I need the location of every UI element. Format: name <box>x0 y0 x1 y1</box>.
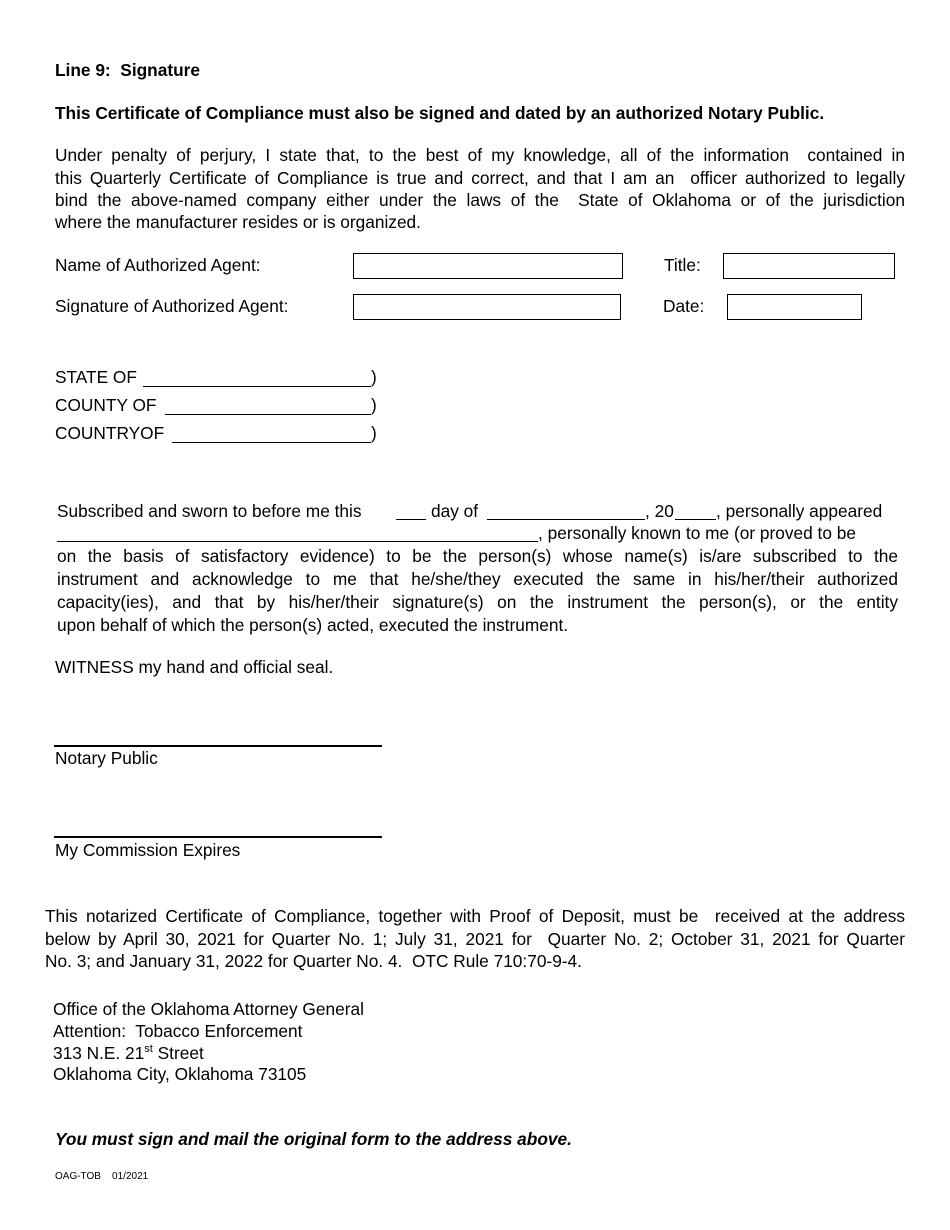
county-blank-line <box>165 414 371 415</box>
street-ordinal: st <box>144 1043 153 1056</box>
day-blank-line <box>396 519 426 520</box>
address-attention: Attention: Tobacco Enforcement <box>53 1021 303 1041</box>
date-label: Date: <box>663 296 705 316</box>
perjury-line: this Quarterly Certificate of Compliance is true and correct, and that I am an officer authorized to legally <box>55 168 905 188</box>
deadline-line: No. 3; and January 31, 2022 for Quarter No. 4. OTC Rule 710:70-9-4. <box>45 951 582 971</box>
title-label: Title: <box>664 255 701 275</box>
sworn-line: instrument and acknowledge to me that he/she/they executed the same in his/her/their authorized <box>57 569 898 589</box>
perjury-line: Under penalty of perjury, I state that, to the best of my knowledge, all of the information contained in <box>55 145 905 165</box>
title-input[interactable] <box>723 253 895 279</box>
closing-instruction: You must sign and mail the original form to the address above. <box>55 1129 572 1149</box>
perjury-line: where the manufacturer resides or is organized. <box>55 212 421 232</box>
notary-notice: This Certificate of Compliance must also be signed and dated by an authorized Notary Public. <box>55 103 825 123</box>
venue-paren: ) <box>371 395 377 415</box>
street-number: 313 N.E. 21 <box>53 1043 145 1063</box>
appeared-name-line <box>57 541 538 542</box>
deadline-line: below by April 30, 2021 for Quarter No. 1; July 31, 2021 for Quarter No. 2; October 31, 2021 for Quarter <box>45 929 905 949</box>
sworn-text: , personally appeared <box>716 501 883 521</box>
sworn-text: day of <box>431 501 479 521</box>
venue-paren: ) <box>371 367 377 387</box>
deadline-line: This notarized Certificate of Compliance, together with Proof of Deposit, must be received at the address <box>45 906 905 926</box>
country-blank-line <box>172 442 371 443</box>
agent-name-input[interactable] <box>353 253 623 279</box>
sworn-text: , 20 <box>645 501 674 521</box>
county-of-label: COUNTY OF <box>55 395 157 415</box>
perjury-line: bind the above-named company either under the laws of the State of Oklahoma or of the jurisdiction <box>55 190 905 210</box>
sworn-text: , personally known to me (or proved to be <box>538 523 856 543</box>
form-code: OAG-TOB 01/2021 <box>55 1171 149 1182</box>
venue-paren: ) <box>371 423 377 443</box>
country-of-label: COUNTRYOF <box>55 423 165 443</box>
commission-label: My Commission Expires <box>55 840 241 860</box>
sworn-line: on the basis of satisfactory evidence) to be the person(s) whose name(s) is/are subscribed to the <box>57 546 898 566</box>
sworn-line: capacity(ies), and that by his/her/their signature(s) on the instrument the person(s), or the entity <box>57 592 898 612</box>
month-blank-line <box>487 519 645 520</box>
state-blank-line <box>143 386 371 387</box>
witness-text: WITNESS my hand and official seal. <box>55 657 334 677</box>
commission-signature-line <box>54 836 382 838</box>
notary-public-label: Notary Public <box>55 748 158 768</box>
agent-signature-input[interactable] <box>353 294 621 320</box>
date-input[interactable] <box>727 294 862 320</box>
street-name: Street <box>152 1043 204 1063</box>
address-street <box>53 1042 204 1065</box>
signature-label: Signature of Authorized Agent: <box>55 296 289 316</box>
name-label: Name of Authorized Agent: <box>55 255 261 275</box>
address-city: Oklahoma City, Oklahoma 73105 <box>53 1064 307 1084</box>
section-heading: Line 9: Signature <box>55 60 200 80</box>
sworn-text: Subscribed and sworn to before me this <box>57 501 362 521</box>
state-of-label: STATE OF <box>55 367 137 387</box>
year-blank-line <box>675 519 716 520</box>
address-office: Office of the Oklahoma Attorney General <box>53 999 364 1019</box>
sworn-line: upon behalf of which the person(s) acted, executed the instrument. <box>57 615 569 635</box>
